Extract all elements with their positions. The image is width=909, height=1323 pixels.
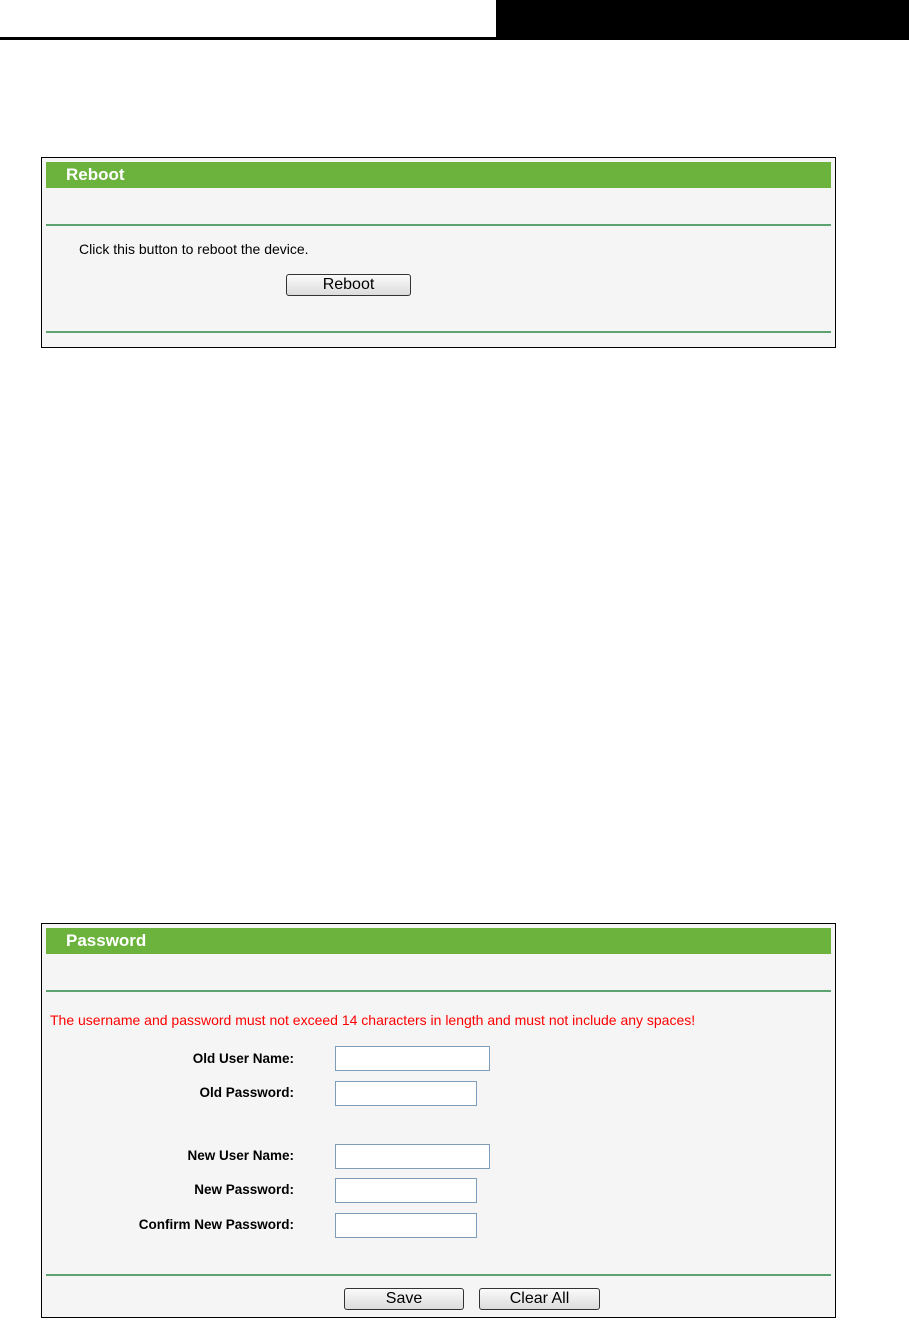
divider <box>46 331 831 333</box>
password-panel <box>41 923 836 1318</box>
clear-all-button[interactable]: Clear All <box>479 1288 600 1310</box>
divider <box>46 990 831 992</box>
old-password-input[interactable] <box>335 1081 477 1106</box>
save-button[interactable]: Save <box>344 1288 464 1310</box>
old-user-name-label: Old User Name: <box>192 1051 294 1066</box>
new-user-name-input[interactable] <box>335 1144 490 1169</box>
reboot-panel <box>41 157 836 348</box>
confirm-new-password-label: Confirm New Password: <box>138 1217 294 1232</box>
new-password-label: New Password: <box>194 1182 294 1197</box>
new-user-name-label: New User Name: <box>187 1148 294 1163</box>
header-rule <box>0 37 496 40</box>
new-password-input[interactable] <box>335 1178 477 1203</box>
old-user-name-input[interactable] <box>335 1046 490 1071</box>
divider <box>46 1274 831 1276</box>
divider <box>46 224 831 226</box>
reboot-panel-title: Reboot <box>46 162 831 188</box>
header-block <box>496 0 909 40</box>
password-panel-title: Password <box>46 928 831 954</box>
reboot-description: Click this button to reboot the device. <box>79 241 309 257</box>
old-password-label: Old Password: <box>199 1085 294 1100</box>
reboot-button[interactable]: Reboot <box>286 274 411 296</box>
confirm-new-password-input[interactable] <box>335 1213 477 1238</box>
password-warning: The username and password must not exceed 14 characters in length and must not include any spaces! <box>50 1012 696 1028</box>
